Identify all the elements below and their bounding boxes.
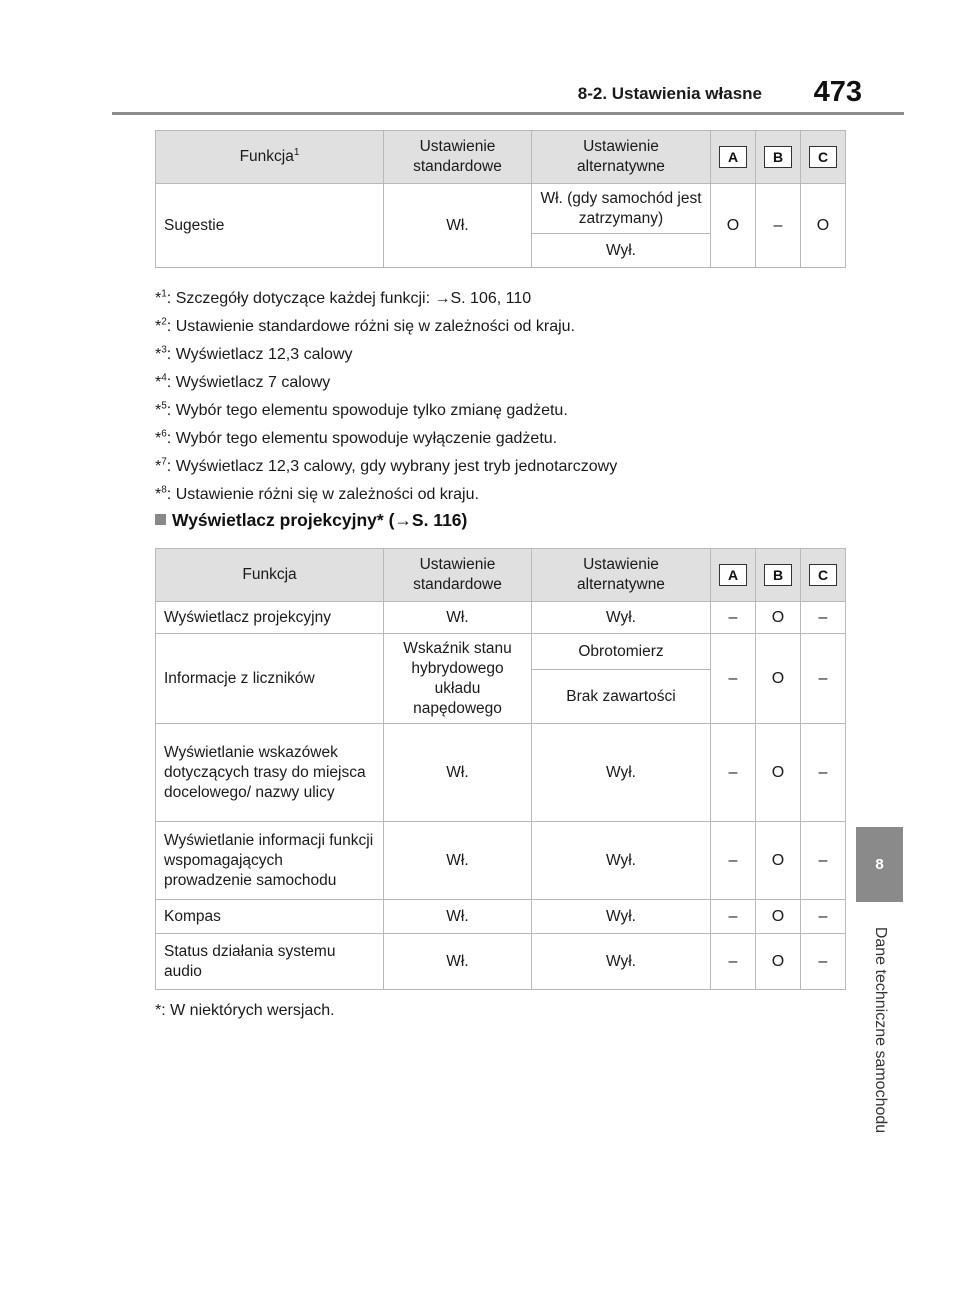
footnote (155, 453, 845, 481)
function-cell: Wyświetlanie wskazówek dotyczących trasy do miejsca docelowego/ nazwy ulicy (156, 724, 384, 822)
footnote-number: 4 (161, 372, 167, 384)
column-header-b (756, 131, 801, 184)
flag-c-cell: – (801, 724, 846, 822)
table-row (156, 900, 846, 934)
footnote-mark: * (155, 402, 162, 419)
footnote-number: 2 (161, 316, 167, 328)
flag-b-cell: O (756, 602, 801, 634)
footnote-text: : Wyświetlacz 12,3 calowy, gdy wybrany jest tryb jednotarczowy (166, 458, 618, 475)
footnote-text: : Wybór tego elementu spowoduje tylko zmianę gadżetu. (166, 402, 568, 419)
flag-a-cell: O (711, 184, 756, 268)
column-header-alternative: Ustawienie alternatywne (532, 549, 711, 602)
alternative-cell: Brak zawartości (532, 670, 711, 724)
table-row (156, 634, 846, 670)
letter-a-box: A (719, 146, 747, 168)
footnote-mark: * (155, 486, 162, 503)
column-header-a (711, 549, 756, 602)
default-cell: Wskaźnik stanu hybrydowego układu napędowego (384, 634, 532, 724)
flag-b-cell: O (756, 900, 801, 934)
flag-c-cell: – (801, 602, 846, 634)
flag-c-cell: – (801, 900, 846, 934)
alternative-cell: Wł. (gdy samochód jest zatrzymany) (532, 184, 711, 234)
settings-table-head-up-display (155, 548, 846, 990)
alternative-cell: Wył. (532, 724, 711, 822)
default-cell: Wł. (384, 602, 532, 634)
function-cell: Kompas (156, 900, 384, 934)
function-cell: Wyświetlacz projekcyjny (156, 602, 384, 634)
flag-c-cell: – (801, 822, 846, 900)
flag-a-cell: – (711, 724, 756, 822)
column-header-default: Ustawienie standardowe (384, 131, 532, 184)
function-cell: Informacje z liczników (156, 634, 384, 724)
column-header-b (756, 549, 801, 602)
footnote-text: : Wyświetlacz 12,3 calowy (166, 346, 353, 363)
availability-note: *: W niektórych wersjach. (155, 1002, 335, 1019)
footnote-number: 5 (161, 400, 167, 412)
flag-c-cell: O (801, 184, 846, 268)
flag-a-cell: – (711, 934, 756, 990)
square-bullet-icon (155, 514, 166, 525)
flag-a-cell: – (711, 900, 756, 934)
alternative-cell: Obrotomierz (532, 634, 711, 670)
footnote-text: : Wybór tego elementu spowoduje wyłączenie gadżetu. (166, 430, 558, 447)
column-header-function (156, 131, 384, 184)
footnote-mark: * (155, 346, 162, 363)
footnote (155, 285, 845, 313)
flag-b-cell: O (756, 634, 801, 724)
letter-c-box: C (809, 564, 837, 586)
default-cell: Wł. (384, 184, 532, 268)
default-cell: Wł. (384, 934, 532, 990)
column-header-c (801, 549, 846, 602)
column-header-c (801, 131, 846, 184)
footnote-number: 3 (161, 344, 167, 356)
section-heading-text: Wyświetlacz projekcyjny* (→S. 116) (172, 510, 468, 530)
footnote-number: 7 (161, 456, 167, 468)
footnote-mark: * (155, 290, 162, 307)
table-row (156, 602, 846, 634)
footnote-text: : Szczegóły dotyczące każdej funkcji: →S. 106, 110 (166, 290, 532, 307)
footnote-text: : Ustawienie różni się w zależności od kraju. (166, 486, 479, 503)
flag-c-cell: – (801, 634, 846, 724)
letter-c-box: C (809, 146, 837, 168)
flag-b-cell: O (756, 934, 801, 990)
footnote-mark: * (155, 318, 162, 335)
footnote-mark: * (155, 430, 162, 447)
section-heading (155, 510, 467, 531)
page-number: 473 (813, 76, 862, 108)
chapter-tab: 8 (856, 827, 903, 902)
flag-a-cell: – (711, 602, 756, 634)
function-cell: Status działania systemu audio (156, 934, 384, 990)
letter-b-box: B (764, 564, 792, 586)
letter-b-box: B (764, 146, 792, 168)
footnote-number: 8 (161, 484, 167, 496)
flag-a-cell: – (711, 822, 756, 900)
footnote (155, 481, 845, 509)
column-header-function: Funkcja (156, 549, 384, 602)
alternative-cell: Wył. (532, 234, 711, 268)
flag-b-cell: O (756, 822, 801, 900)
footnote-ref: 1 (293, 146, 300, 158)
footnote-number: 1 (161, 288, 167, 300)
footnotes (155, 285, 845, 509)
footnote (155, 341, 845, 369)
header-rule (112, 112, 904, 115)
default-cell: Wł. (384, 900, 532, 934)
footnote-mark: * (155, 458, 162, 475)
column-header-default: Ustawienie standardowe (384, 549, 532, 602)
footnote (155, 397, 845, 425)
alternative-cell: Wył. (532, 934, 711, 990)
column-header-a (711, 131, 756, 184)
table-row (156, 724, 846, 822)
column-header-alternative: Ustawienie alternatywne (532, 131, 711, 184)
table-row (156, 934, 846, 990)
letter-a-box: A (719, 564, 747, 586)
chapter-side-title: Dane techniczne samochodu (872, 926, 889, 1134)
alternative-cell: Wył. (532, 602, 711, 634)
function-cell: Sugestie (156, 184, 384, 268)
flag-b-cell: – (756, 184, 801, 268)
table-row (156, 822, 846, 900)
footnote (155, 313, 845, 341)
flag-b-cell: O (756, 724, 801, 822)
alternative-cell: Wył. (532, 822, 711, 900)
column-header-function-label: Funkcja (239, 148, 294, 165)
flag-c-cell: – (801, 934, 846, 990)
footnote-number: 6 (161, 428, 167, 440)
chapter-title: 8-2. Ustawienia własne (577, 84, 762, 103)
footnote (155, 369, 845, 397)
footnote-text: : Ustawienie standardowe różni się w zależności od kraju. (166, 318, 575, 335)
flag-a-cell: – (711, 634, 756, 724)
default-cell: Wł. (384, 822, 532, 900)
footnote-text: : Wyświetlacz 7 calowy (166, 374, 331, 391)
alternative-cell: Wył. (532, 900, 711, 934)
settings-table-suggestions (155, 130, 846, 268)
footnote (155, 425, 845, 453)
footnote-mark: * (155, 374, 162, 391)
function-cell: Wyświetlanie informacji funkcji wspomagających prowadzenie samochodu (156, 822, 384, 900)
default-cell: Wł. (384, 724, 532, 822)
